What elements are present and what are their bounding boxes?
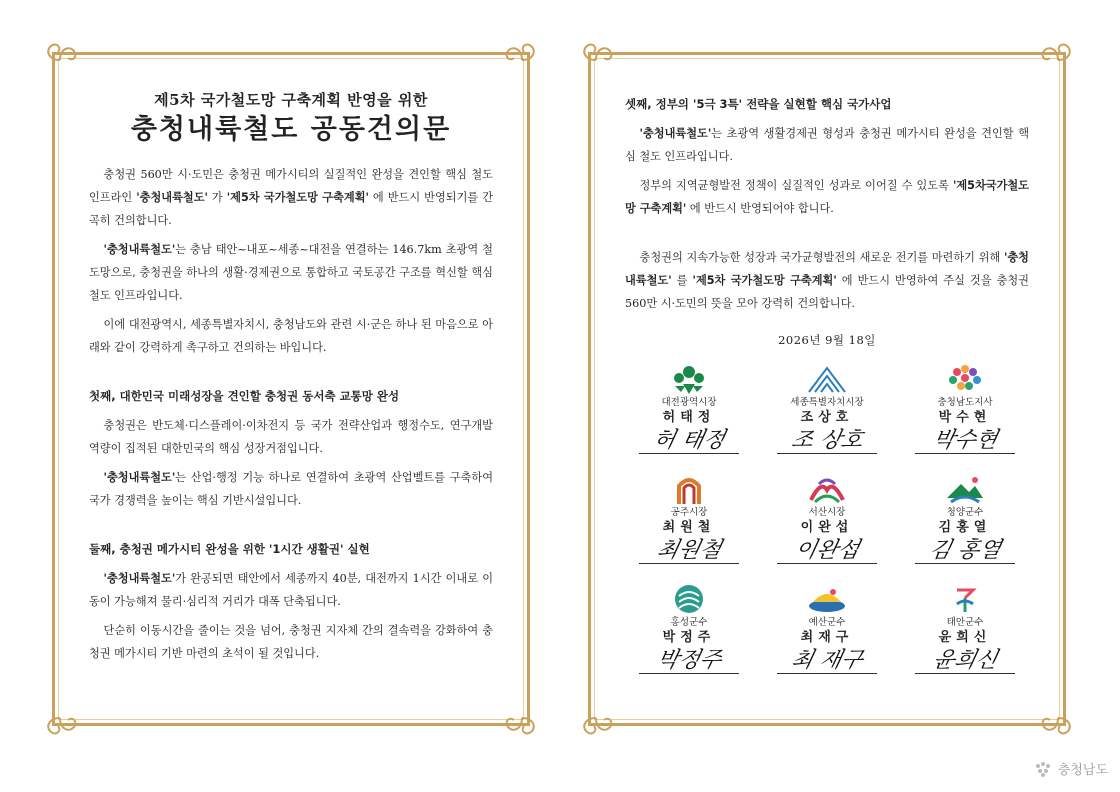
signer-name: 조상호 — [800, 410, 854, 425]
section-3-title: 셋째, 정부의 '5극 3특' 전략을 실현할 핵심 국가사업 — [625, 97, 892, 111]
corner-ornament — [1039, 699, 1077, 737]
section-2-title: 둘째, 충청권 메가시티 완성을 위한 '1시간 생활권' 실현 — [89, 542, 370, 556]
document-title: 충청내륙철도 공동건의문 — [130, 114, 452, 145]
railway-description-paragraph: '충청내륙철도'는 충남 태안~내포~세종~대전을 연결하는 146.7km 초광역 철도망으로, 충청권을 하나의 생활·경제권으로 통합하고 국토공간 구조를 혁신할 핵심 철도 인프라입니다. — [89, 243, 493, 302]
signer-block — [763, 582, 891, 688]
watermark-text: 충청남도 — [1057, 763, 1108, 778]
chungnam-watermark — [1032, 759, 1108, 778]
corner-ornament — [577, 41, 615, 79]
signer-block — [901, 362, 1029, 468]
signer-role: 대전광역시장 — [661, 397, 717, 408]
section-1-paragraph-2: '충청내륙철도'는 산업·행정 기능 하나로 연결하여 초광역 산업벨트를 구축하여 국가 경쟁력을 높이는 핵심 기반시설입니다. — [89, 471, 493, 507]
left-content — [89, 89, 493, 671]
yesan-logo-icon — [803, 582, 851, 616]
signer-block — [763, 362, 891, 468]
cheongyang-logo-icon — [941, 472, 989, 506]
signer-name: 김홍열 — [938, 520, 992, 535]
signer-block — [763, 472, 891, 578]
section-3-paragraph-1: '충청내륙철도'는 초광역 생활경제권 형성과 충청권 메가시티 완성을 견인할 핵심 철도 인프라입니다. — [625, 127, 1029, 163]
signer-name: 윤희신 — [938, 630, 992, 645]
signature: 박수현 — [930, 428, 1000, 453]
signer-name: 최재구 — [800, 630, 854, 645]
chungnam-watermark-icon — [1032, 761, 1054, 777]
signature: 이완섭 — [792, 538, 862, 563]
taean-logo-icon — [941, 582, 989, 616]
signer-name: 박수현 — [938, 410, 992, 425]
seosan-logo-icon — [803, 472, 851, 506]
corner-ornament — [41, 41, 79, 79]
signature: 윤희신 — [930, 648, 1000, 673]
left-page — [52, 52, 530, 726]
signer-role: 공주시장 — [670, 507, 708, 518]
section-3-paragraph-2: 정부의 지역균형발전 정책이 실질적인 성과로 이어질 수 있도록 '제5차국가철도망 구축계획' 에 반드시 반영되어야 합니다. — [625, 179, 1029, 215]
section-1-paragraph-1: 충청권은 반도체·디스플레이·이차전지 등 국가 전략산업과 행정수도, 연구개발 역량이 집적된 대한민국의 핵심 성장거점입니다. — [89, 419, 493, 455]
corner-ornament — [41, 699, 79, 737]
closing-paragraph: 충청권의 지속가능한 성장과 국가균형발전의 새로운 전기를 마련하기 위해 '충청내륙철도' 를 '제5차 국가철도망 구축계획' 에 반드시 반영하여 주실 것을 충청권 560만 시·도민의 뜻을 모아 강력히 건의합니다. — [625, 251, 1029, 310]
section-2-paragraph-1: '충청내륙철도'가 완공되면 태안에서 세종까지 40분, 대전까지 1시간 이내로 이동이 가능해져 물리·심리적 거리가 대폭 단축됩니다. — [89, 572, 493, 608]
signature: 허 태정 — [651, 428, 728, 453]
right-page — [588, 52, 1066, 726]
daejeon-logo-icon — [665, 362, 713, 396]
signer-role: 태안군수 — [946, 617, 984, 628]
right-content — [625, 93, 1029, 688]
signature: 박정주 — [654, 648, 724, 673]
gongju-logo-icon — [665, 472, 713, 506]
signer-name: 이완섭 — [800, 520, 854, 535]
section-2-paragraph-2: 단순히 이동시간을 줄이는 것을 넘어, 충청권 지자체 간의 결속력을 강화하여 충청권 메가시티 기반 마련의 초석이 될 것입니다. — [89, 624, 493, 660]
signature: 조 상호 — [789, 428, 866, 453]
signer-role: 세종특별자치시장 — [790, 397, 864, 408]
corner-ornament — [1039, 41, 1077, 79]
signer-role: 예산군수 — [808, 617, 846, 628]
signer-name: 박정주 — [662, 630, 716, 645]
signature: 김 홍열 — [927, 538, 1004, 563]
sejong-logo-icon — [803, 362, 851, 396]
signer-block — [625, 582, 753, 688]
signer-block — [625, 362, 753, 468]
signer-name: 허태정 — [662, 410, 716, 425]
signature: 최원철 — [654, 538, 724, 563]
corner-ornament — [577, 699, 615, 737]
chungnam-logo-icon — [941, 362, 989, 396]
signer-block — [901, 472, 1029, 578]
corner-ornament — [503, 41, 541, 79]
appeal-paragraph: 이에 대전광역시, 세종특별자치시, 충청남도와 관련 시·군은 하나 된 마음으로 아래와 같이 강력하게 촉구하고 건의하는 바입니다. — [89, 318, 493, 354]
signer-name: 최원철 — [662, 520, 716, 535]
section-1-title: 첫째, 대한민국 미래성장을 견인할 충청권 동서축 교통망 완성 — [89, 389, 400, 403]
signer-role: 서산시장 — [808, 507, 846, 518]
signer-role: 청양군수 — [946, 507, 984, 518]
hongseong-logo-icon — [665, 582, 713, 616]
signer-block — [625, 472, 753, 578]
signer-role: 충청남도지사 — [937, 397, 993, 408]
signature: 최 재구 — [789, 648, 866, 673]
intro-paragraph: 충청권 560만 시·도민은 충청권 메가시티의 실질적인 완성을 견인할 핵심 철도 인프라인 '충청내륙철도' 가 '제5차 국가철도망 구축계획' 에 반드시 반영되기를 간곡히 건의합니다. — [89, 168, 493, 227]
signer-block — [901, 582, 1029, 688]
document-subtitle: 제5차 국가철도망 구축계획 반영을 위한 — [154, 91, 428, 109]
signer-role: 홍성군수 — [670, 617, 708, 628]
document-date: 2026년 9월 18일 — [778, 333, 876, 347]
corner-ornament — [503, 699, 541, 737]
signature-grid — [625, 362, 1029, 688]
